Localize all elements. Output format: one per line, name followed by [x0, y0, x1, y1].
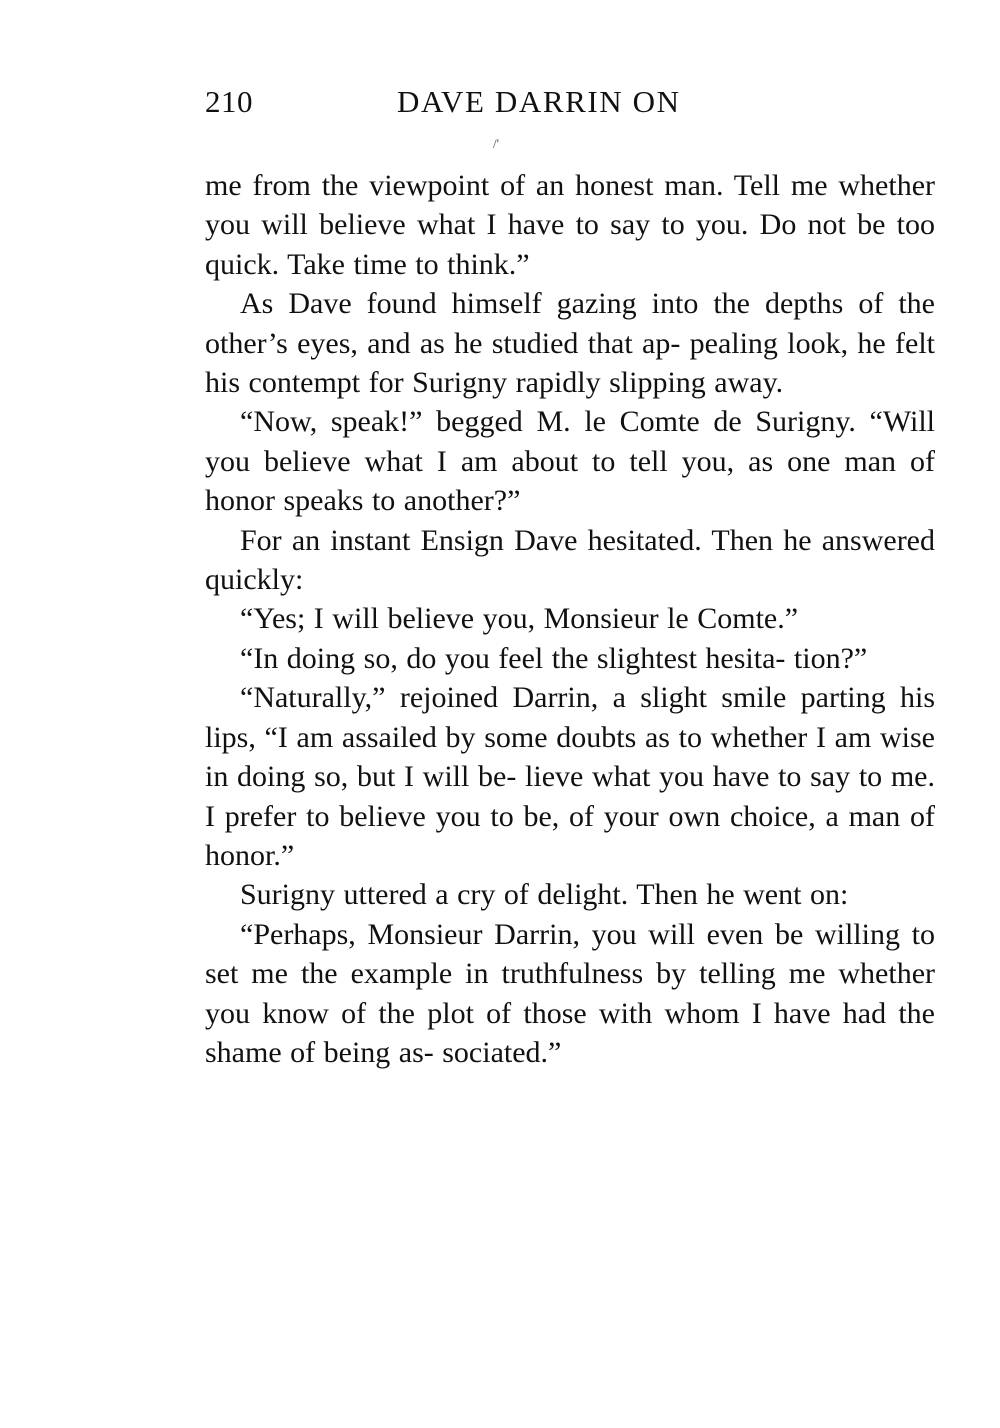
stray-mark: /' — [493, 136, 499, 151]
paragraph: “Naturally,” rejoined Darrin, a slight smile parting his lips, “I am assailed by some doubts as to whether I am wise in doing so, but I will be- lieve what you have to say to me. I prefer to believe you to be, of your own choice, a man of honor.” — [205, 681, 935, 872]
paragraph: “Now, speak!” begged M. le Comte de Surigny. “Will you believe what I am about to tell you, as one man of honor speaks to another?” — [205, 405, 935, 518]
paragraph-continuation: me from the viewpoint of an honest man. Tell me whether you will believe what I have to say to you. Do not be too quick. Take time to think.” — [205, 169, 935, 281]
paragraph: As Dave found himself gazing into the depths of the other’s eyes, and as he studied that ap- pealing look, he felt his contempt for Surigny rapidly slipping away. — [205, 287, 935, 400]
paragraph: Surigny uttered a cry of delight. Then he went on: — [240, 878, 849, 912]
running-head — [205, 84, 935, 128]
paragraph: “Yes; I will believe you, Monsieur le Comte.” — [240, 602, 799, 636]
running-title: DAVE DARRIN ON — [397, 84, 681, 119]
paragraph: For an instant Ensign Dave hesitated. Then he answered quickly: — [205, 523, 935, 597]
body-text — [205, 166, 935, 1072]
paragraph: “Perhaps, Monsieur Darrin, you will even be willing to set me the example in truthfulness by telling me whether you know of the plot of those with whom I have had the shame of being as- sociated.” — [205, 917, 935, 1069]
page-number: 210 — [205, 84, 253, 119]
paragraph: “In doing so, do you feel the slightest hesita- tion?” — [240, 641, 868, 675]
